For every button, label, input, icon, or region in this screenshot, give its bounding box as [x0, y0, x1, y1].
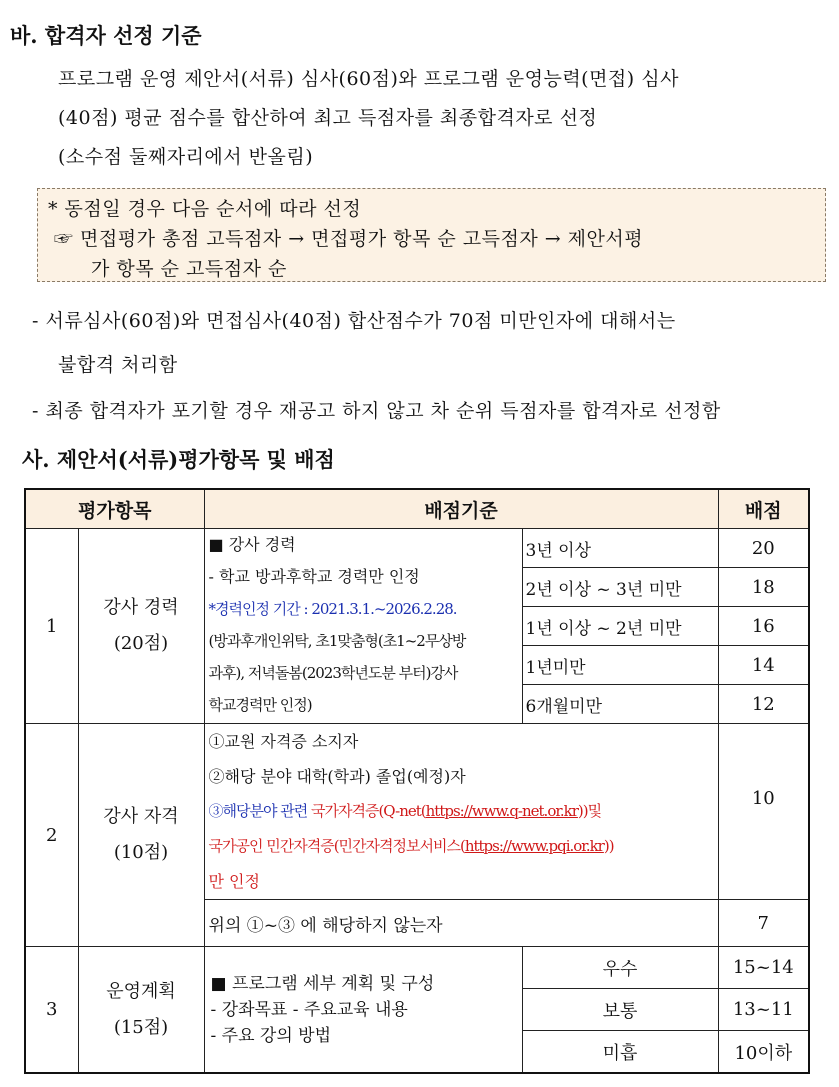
row1-level-2: 2년 이상 ~ 3년 미만 [522, 568, 718, 607]
row3-score-3: 10이하 [718, 1031, 809, 1074]
bullet-fail-line1: - 서류심사(60점)와 면접심사(40점) 합산점수가 70점 미만인자에 대해서는 [32, 310, 676, 332]
row3-score-1: 15~14 [718, 947, 809, 989]
row1-item [78, 529, 204, 724]
row1-score-4: 14 [718, 646, 809, 685]
row3-criteria [204, 947, 522, 1074]
row3-level-2: 보통 [522, 989, 718, 1031]
row1-level-4: 1년미만 [522, 646, 718, 685]
row1-criteria-period: *경력인정 기간 : 2021.3.1.~2026.2.28. [208, 600, 457, 618]
section-sa-heading: 사. 제안서(서류)평가항목 및 배점 [22, 447, 335, 472]
table-row [25, 947, 809, 989]
table-row [25, 529, 809, 568]
row1-criteria-title: ■ 강사 경력 [208, 535, 296, 554]
row3-criteria-title: ■ 프로그램 세부 계획 및 구성 [210, 973, 435, 994]
row3-item-points: (15점) [113, 1016, 169, 1038]
tie-break-line2: 가 항목 순 고득점자 순 [91, 258, 287, 280]
row2-other: 위의 ①~③ 에 해당하지 않는자 [204, 900, 718, 947]
row2-item-name: 강사 자격 [103, 806, 179, 827]
row2-score-1: 10 [718, 724, 809, 900]
row2-score-2: 7 [718, 900, 809, 947]
bullet-forfeit: - 최종 합격자가 포기할 경우 재공고 하지 않고 차 순위 득점자를 합격자로 선정함 [32, 400, 721, 422]
row2-criteria-line2: ②해당 분야 대학(학과) 졸업(예정)자 [208, 767, 466, 786]
row2-criteria-line1: ①교원 자격증 소지자 [208, 732, 359, 751]
row1-criteria-line5: 과후), 저녁돌봄(2023학년도분 부터)강사 [208, 664, 458, 682]
qnet-link[interactable]: https://www.q-net.or.kr [425, 802, 578, 820]
table-row [25, 724, 809, 900]
row1-score-1: 20 [718, 529, 809, 568]
tie-break-line1: ☞ 면접평가 총점 고득점자 → 면접평가 항목 순 고득점자 → 제안서평 [54, 228, 644, 250]
row1-score-5: 12 [718, 685, 809, 724]
row1-score-2: 18 [718, 568, 809, 607]
selection-text-line3: (소수점 둘째자리에서 반올림) [58, 146, 314, 168]
row2-item-points: (10점) [113, 842, 169, 863]
row1-criteria [204, 529, 522, 724]
row3-number: 3 [25, 947, 78, 1074]
bullet-fail-line2: 불합격 처리함 [58, 354, 178, 376]
row2-c3-qualification: 국가자격증(Q-net( [311, 802, 426, 820]
selection-text-line1: 프로그램 운영 제안서(서류) 심사(60점)와 프로그램 운영능력(면접) 심사 [58, 68, 679, 90]
row3-item [78, 947, 204, 1074]
evaluation-table [24, 488, 810, 1074]
pqi-link[interactable]: https://www.pqi.or.kr [464, 837, 604, 855]
tie-break-title: * 동점일 경우 다음 순서에 따라 선정 [48, 198, 362, 220]
row2-c4-suffix: )) [603, 837, 614, 855]
row2-c4-text: 국가공인 민간자격증(민간자격정보서비스( [208, 837, 465, 855]
row3-criteria-line2: - 강좌목표 - 주요교육 내용 [210, 999, 408, 1020]
row2-criteria-line5: 만 인정 [208, 872, 260, 891]
section-ba-heading: 바. 합격자 선정 기준 [10, 23, 202, 48]
header-item: 평가항목 [25, 489, 204, 529]
header-score: 배점 [718, 489, 809, 529]
row2-c3-suffix: ))및 [577, 802, 602, 820]
row2-item [78, 724, 204, 947]
row1-item-name: 강사 경력 [103, 597, 179, 618]
row1-item-points: (20점) [113, 633, 169, 654]
row1-criteria-line2: - 학교 방과후학교 경력만 인정 [208, 567, 420, 586]
row1-level-1: 3년 이상 [522, 529, 718, 568]
row2-criteria [204, 724, 718, 900]
row1-criteria-line4: (방과후개인위탁, 초1맞춤형(초1~2무상방 [208, 632, 466, 650]
table-header-row [25, 489, 809, 529]
selection-text-line2: (40점) 평균 점수를 합산하여 최고 득점자를 최종합격자로 선정 [58, 107, 598, 129]
row2-criteria-line3 [209, 794, 718, 829]
row1-criteria-line6: 학교경력만 인정) [208, 696, 312, 714]
row2-criteria-line4 [209, 829, 718, 864]
tie-break-box [37, 188, 826, 282]
row3-criteria-line3: - 주요 강의 방법 [210, 1025, 332, 1046]
row1-number: 1 [25, 529, 78, 724]
row2-number: 2 [25, 724, 78, 947]
row3-level-3: 미흡 [522, 1031, 718, 1074]
row2-c3-prefix: ③해당분야 관련 [208, 802, 311, 820]
row3-item-name: 운영계획 [106, 980, 176, 1002]
row3-score-2: 13~11 [718, 989, 809, 1031]
row1-level-3: 1년 이상 ~ 2년 미만 [522, 607, 718, 646]
header-criteria: 배점기준 [204, 489, 718, 529]
row3-level-1: 우수 [522, 947, 718, 989]
row1-level-5: 6개월미만 [522, 685, 718, 724]
row1-score-3: 16 [718, 607, 809, 646]
